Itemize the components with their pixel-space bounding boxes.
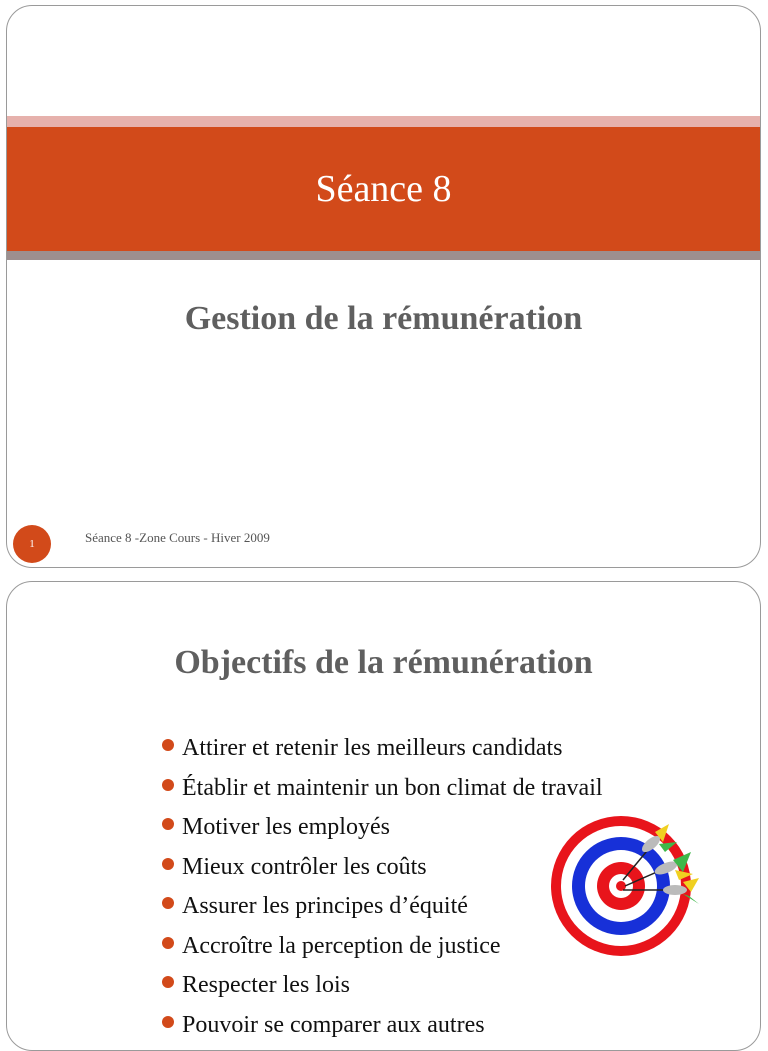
- list-item: Attirer et retenir les meilleurs candidats: [162, 729, 603, 769]
- title-band-bottom-stripe: [7, 251, 760, 260]
- list-item: Assurer les principes d’équité: [162, 887, 603, 927]
- bullet-icon: [162, 937, 174, 949]
- page-number-badge: 1: [13, 525, 51, 563]
- title-band: [7, 127, 760, 251]
- bullet-icon: [162, 858, 174, 870]
- bullet-icon: [162, 976, 174, 988]
- slide-footer: Séance 8 -Zone Cours - Hiver 2009: [85, 530, 270, 545]
- objectives-list: [162, 729, 603, 1045]
- slide-heading: Objectifs de la rémunération: [174, 644, 593, 681]
- dartboard-target-icon: [551, 814, 701, 964]
- bullet-icon: [162, 897, 174, 909]
- title-band-top-stripe: [7, 116, 760, 127]
- list-item: Respecter les lois: [162, 966, 603, 1006]
- list-item: Pouvoir se comparer aux autres: [162, 1006, 603, 1046]
- list-item: Établir et maintenir un bon climat de travail: [162, 769, 603, 809]
- bullet-icon: [162, 1016, 174, 1028]
- slide-title: Séance 8: [315, 168, 452, 210]
- slide-1: [6, 5, 761, 568]
- slide-2: [6, 581, 761, 1051]
- list-item: Mieux contrôler les coûts: [162, 848, 603, 888]
- bullet-icon: [162, 779, 174, 791]
- bullet-icon: [162, 818, 174, 830]
- list-item: Accroître la perception de justice: [162, 927, 603, 967]
- slide-subtitle: Gestion de la rémunération: [184, 300, 583, 337]
- bullet-icon: [162, 739, 174, 751]
- list-item: Motiver les employés: [162, 808, 603, 848]
